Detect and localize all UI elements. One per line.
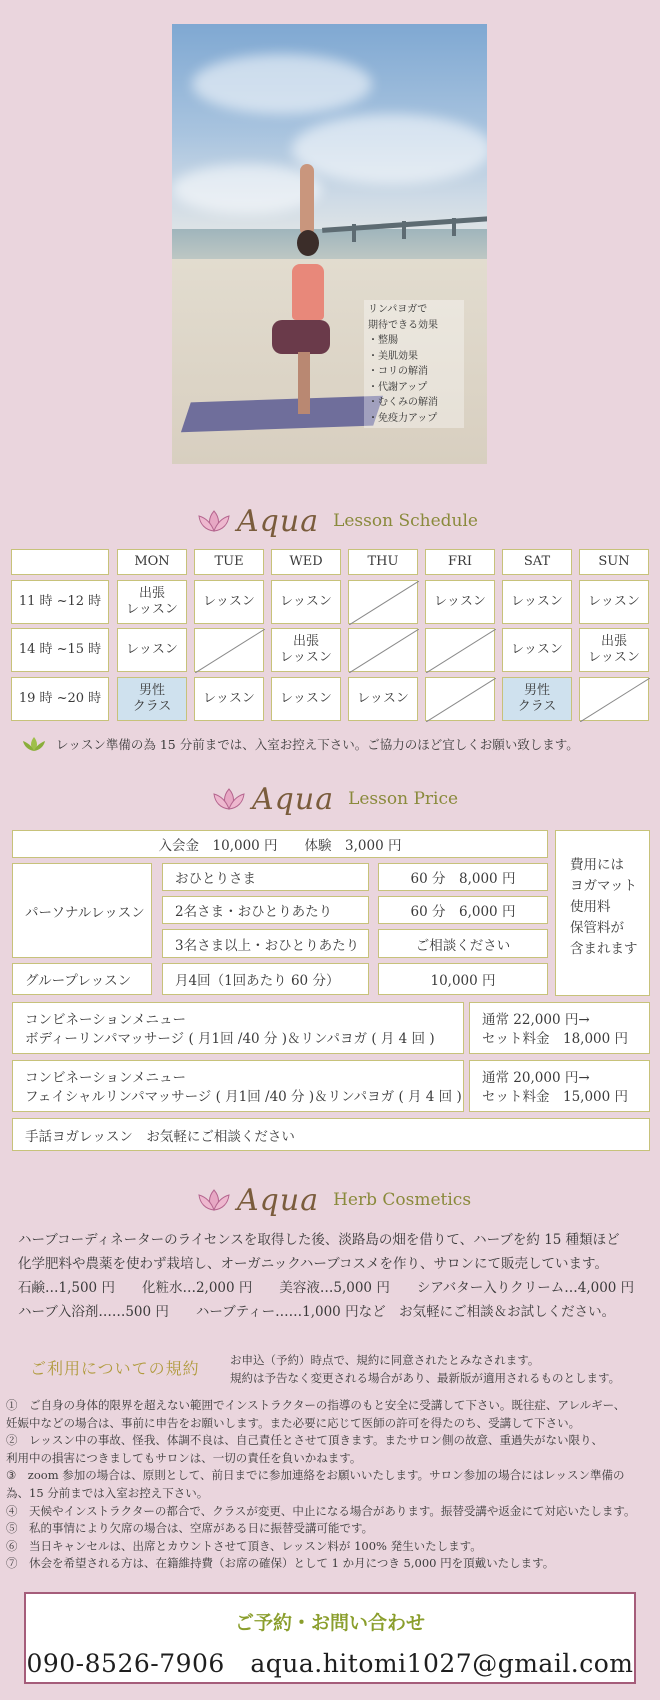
- herb-title: Herb Cosmetics: [333, 1190, 472, 1210]
- schedule-empty-cell: [348, 580, 418, 624]
- price-title: Lesson Price: [348, 789, 459, 809]
- hero-photo: [172, 24, 487, 464]
- day-header-fri: FRI: [425, 549, 495, 575]
- rule-line: ② レッスン中の事故、怪我、体調不良は、自己責任とさせて頂きます。またサロン側の故意、重過失がない限り、: [6, 1433, 603, 1448]
- personal-price-3: ご相談ください: [378, 929, 548, 958]
- day-header-sat: SAT: [502, 549, 572, 575]
- schedule-notice: レッスン準備の為 15 分前までは、入室お控え下さい。ご協力のほど宜しくお願い致します。: [22, 735, 579, 753]
- price-header: [0, 779, 660, 819]
- price-note: 費用には ヨガマット 使用料 保管料が 含まれます: [555, 830, 650, 996]
- rules-list: [6, 1397, 636, 1573]
- no-lesson-slash: [349, 629, 419, 673]
- combo-price-1: 通常 22,000 円→ セット料金 18,000 円: [469, 1002, 650, 1054]
- no-lesson-slash: [426, 678, 496, 722]
- personal-name-1: おひとりさま: [162, 863, 369, 891]
- schedule-cell: レッスン: [579, 580, 649, 624]
- no-lesson-slash: [349, 581, 419, 625]
- rules-note: お申込（予約）時点で、規約に同意されたとみなされます。 規約は予告なく変更される場合があり、最新版が適用されるものとします。: [230, 1353, 621, 1385]
- rule-line: 妊娠中などの場合は、事前に申告をお願いします。また必要に応じて医師の許可を得たのち、受講して下さい。: [6, 1415, 581, 1430]
- combo-menu-2: コンビネーションメニュー フェイシャルリンパマッサージ ( 月1回 /40 分 )＆リンパヨガ ( 月 4 回 ): [12, 1060, 464, 1112]
- rule-line: ⑥ 当日キャンセルは、出席とカウントさせて頂き、レッスン料が 100% 発生いたします。: [6, 1538, 482, 1553]
- schedule-cell: レッスン: [194, 677, 264, 721]
- combo-menu-1: コンビネーションメニュー ボディーリンパマッサージ ( 月1回 /40 分 )＆リンパヨガ ( 月 4 回 ): [12, 1002, 464, 1054]
- rule-line: ④ 天候やインストラクターの都合で、クラスが変更、中止になる場合があります。振替受講や返金にて対応いたします。: [6, 1503, 636, 1518]
- rule-line: ① ご自身の身体的限界を超えない範囲でインストラクターの指導のもと安全に受講して下さい。既往症、アレルギー、: [6, 1398, 626, 1412]
- contact-title: ご予約・お問い合わせ: [234, 1612, 425, 1634]
- combo-price-2: 通常 20,000 円→ セット料金 15,000 円: [469, 1060, 650, 1112]
- schedule-empty-cell: [579, 677, 649, 721]
- personal-price-2: 60 分 6,000 円: [378, 896, 548, 924]
- rule-line: ③ zoom 参加の場合は、原則として、前日までに参加連絡をお願いいたします。サロン参加の場合にはレッスン準備の: [6, 1468, 625, 1483]
- schedule-cell: レッスン: [348, 677, 418, 721]
- personal-label: パーソナルレッスン: [12, 863, 152, 958]
- personal-name-2: 2名さま・おひとりあたり: [162, 896, 369, 924]
- no-lesson-slash: [195, 629, 265, 673]
- no-lesson-slash: [580, 678, 650, 722]
- contact-box: [24, 1592, 636, 1684]
- group-price: 10,000 円: [378, 963, 548, 995]
- schedule-header: [0, 501, 660, 541]
- schedule-empty-cell: [425, 628, 495, 672]
- no-lesson-slash: [426, 629, 496, 673]
- lotus-leaf-icon: [22, 736, 46, 752]
- schedule-title: Lesson Schedule: [333, 511, 478, 531]
- rule-line: ⑤ 私的事情により欠席の場合は、空席がある日に振替受講可能です。: [6, 1521, 374, 1536]
- schedule-empty-cell: [348, 628, 418, 672]
- sign-language-yoga: 手話ヨガレッスン お気軽にご相談ください: [12, 1118, 650, 1151]
- personal-price-1: 60 分 8,000 円: [378, 863, 548, 891]
- day-header-wed: WED: [271, 549, 341, 575]
- lotus-icon: [210, 786, 248, 812]
- lotus-icon: [195, 508, 233, 534]
- brand-logo: Aqua: [252, 781, 335, 817]
- brand-logo: Aqua: [237, 1182, 320, 1218]
- day-header-thu: THU: [348, 549, 418, 575]
- rule-line: 為、15 分前までは入室お控え下さい。: [6, 1485, 209, 1500]
- rule-line: ⑦ 休会を希望される方は、在籍維持費（お席の確保）として 1 か月につき 5,000 円を頂戴いたします。: [6, 1556, 555, 1571]
- personal-name-3: 3名さま以上・おひとりあたり: [162, 929, 369, 958]
- contact-line[interactable]: 090-8526-7906 aqua.hitomi1027@gmail.com: [26, 1649, 634, 1678]
- rule-line: 利用中の損害につきましてもサロンは、一切の責任を負いかねます。: [6, 1450, 362, 1465]
- schedule-cell: レッスン: [271, 580, 341, 624]
- day-header-mon: MON: [117, 549, 187, 575]
- schedule-corner-cell: [11, 549, 109, 575]
- schedule-cell: レッスン: [502, 580, 572, 624]
- hero-caption: リンパヨガで 期待できる効果 ・整腸 ・美肌効果 ・コリの解消 ・代謝アップ ・むくみの解消 ・免疫力アップ: [364, 300, 464, 428]
- schedule-cell: 出張 レッスン: [117, 580, 187, 624]
- schedule-cell: 男性 クラス: [117, 677, 187, 721]
- schedule-cell: レッスン: [117, 628, 187, 672]
- schedule-empty-cell: [425, 677, 495, 721]
- schedule-cell: レッスン: [425, 580, 495, 624]
- time-slot-cell: 11 時 ~12 時: [11, 580, 109, 624]
- schedule-cell: 男性 クラス: [502, 677, 572, 721]
- herb-description: ハーブコーディネーターのライセンスを取得した後、淡路島の畑を借りて、ハーブを約 15 種類ほど 化学肥料や農薬を使わず栽培し、オーガニックハーブコスメを作り、サロンにて販売しています。 石鹸…1,500 円 化粧水…2,000 円 美容液…5,000 円 シアバター入りクリーム…4,000 円 ハーブ入浴剤……500 円 ハーブティー……1,000 円など お気軽にご相談＆お試しください。: [18, 1232, 635, 1320]
- brand-logo: Aqua: [237, 503, 320, 539]
- time-slot-cell: 19 時 ~20 時: [11, 677, 109, 721]
- group-desc: 月4回（1回あたり 60 分）: [162, 963, 369, 995]
- schedule-empty-cell: [194, 628, 264, 672]
- schedule-cell: 出張 レッスン: [579, 628, 649, 672]
- schedule-cell: レッスン: [194, 580, 264, 624]
- time-slot-cell: 14 時 ~15 時: [11, 628, 109, 672]
- rules-title: ご利用についての規約: [30, 1359, 200, 1378]
- herb-header: [0, 1180, 660, 1220]
- lotus-icon: [195, 1187, 233, 1213]
- schedule-cell: 出張 レッスン: [271, 628, 341, 672]
- schedule-cell: レッスン: [271, 677, 341, 721]
- day-header-tue: TUE: [194, 549, 264, 575]
- schedule-cell: レッスン: [502, 628, 572, 672]
- day-header-sun: SUN: [579, 549, 649, 575]
- entry-fee: 入会金 10,000 円 体験 3,000 円: [12, 830, 548, 858]
- group-label: グループレッスン: [12, 963, 152, 995]
